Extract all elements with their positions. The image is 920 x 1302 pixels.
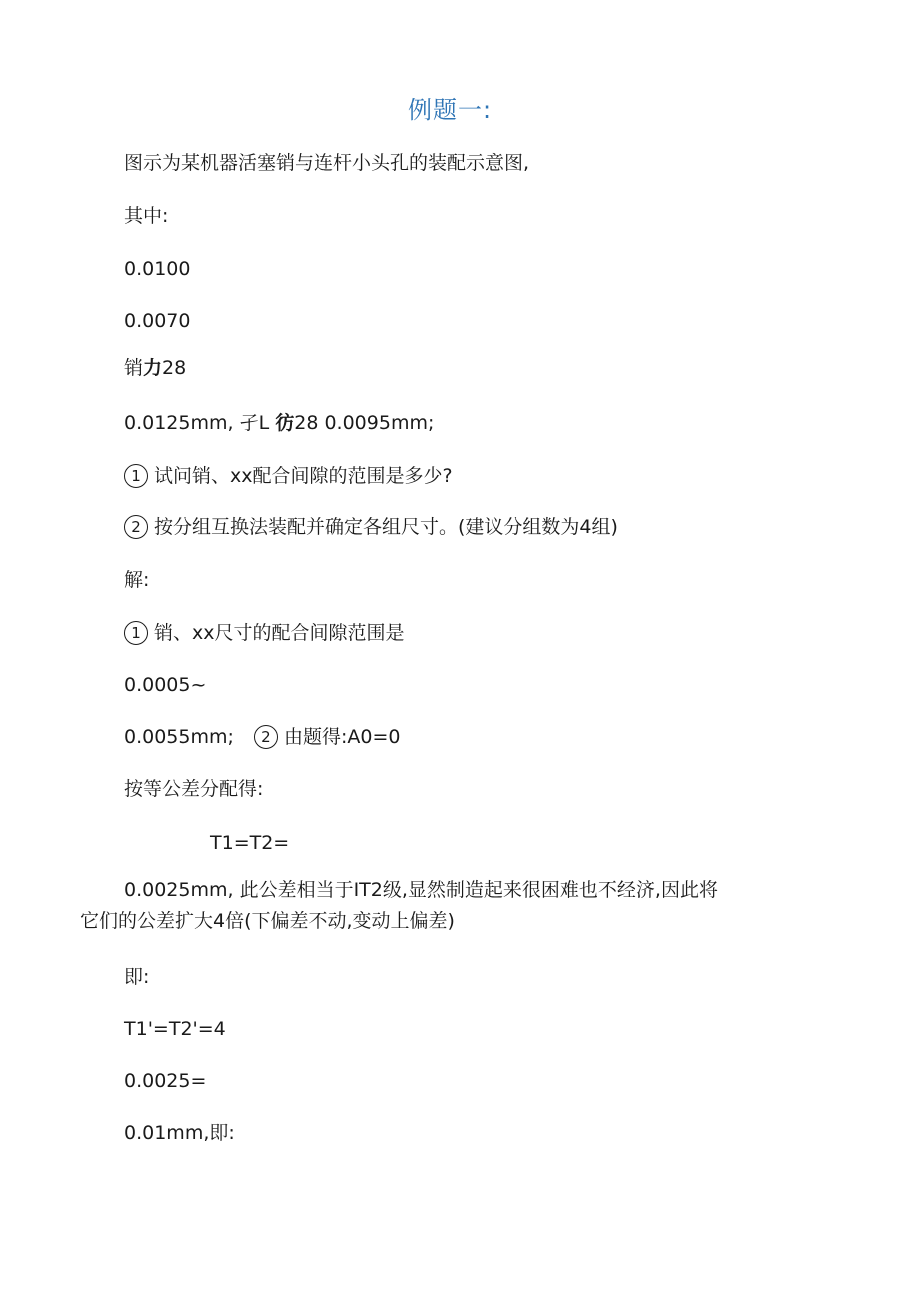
pin-symbol: 力: [143, 357, 163, 379]
formula-t1-t2: T1=T2=: [210, 832, 290, 854]
text-line-pin: [124, 355, 186, 381]
answer-2-text: 由题得:A0=0: [283, 726, 401, 748]
paragraph-tolerance: [80, 875, 820, 937]
question-1: [124, 463, 453, 489]
paragraph-line-2: 它们的公差扩大4倍(下偏差不动,变动上偏差): [80, 910, 455, 932]
circled-number-icon: 2: [254, 725, 278, 749]
solution-label: 解:: [124, 569, 150, 591]
text-line-hole: [124, 410, 434, 436]
answer-1-text: 销、xx尺寸的配合间隙范围是: [154, 622, 405, 644]
text-line-equal-tolerance: 按等公差分配得:: [124, 778, 264, 800]
formula-t-prime: T1'=T2'=4: [124, 1018, 226, 1040]
pin-label: 销: [124, 357, 144, 379]
page-title: 例题一:: [407, 96, 493, 124]
circled-number-icon: 2: [124, 515, 148, 539]
hole-dimension: 28 0.0095mm;: [294, 412, 435, 434]
answer-1: [124, 620, 405, 646]
text-line-value-3: 0.0025=: [124, 1070, 207, 1092]
hole-symbol: 彷: [275, 412, 295, 434]
question-2: [124, 514, 618, 540]
text-line-where: 其中:: [124, 205, 169, 227]
answer-1-upper: 0.0055mm;: [124, 726, 234, 748]
circled-number-icon: 1: [124, 464, 148, 488]
hole-label: 孑L: [239, 412, 270, 434]
text-line-value-2: 0.0070: [124, 310, 191, 332]
text-line-ji: 即:: [124, 966, 150, 988]
pin-size: 28: [162, 357, 187, 379]
pin-tolerance: 0.0125mm,: [124, 412, 234, 434]
paragraph-line-1: 0.0025mm, 此公差相当于IT2级,显然制造起来很困难也不经济,因此将: [124, 879, 718, 901]
text-line-intro: 图示为某机器活塞销与连杆小头孔的装配示意图,: [124, 152, 530, 174]
circled-number-icon: 1: [124, 621, 148, 645]
answer-1-value: 0.0005~: [124, 674, 207, 696]
text-line-value-4: 0.01mm,即:: [124, 1122, 235, 1144]
question-2-text: 按分组互换法装配并确定各组尺寸。(建议分组数为4组): [154, 516, 618, 538]
question-1-text: 试问销、xx配合间隙的范围是多少?: [154, 465, 453, 487]
answer-2: [124, 724, 400, 750]
text-line-value-1: 0.0100: [124, 258, 191, 280]
